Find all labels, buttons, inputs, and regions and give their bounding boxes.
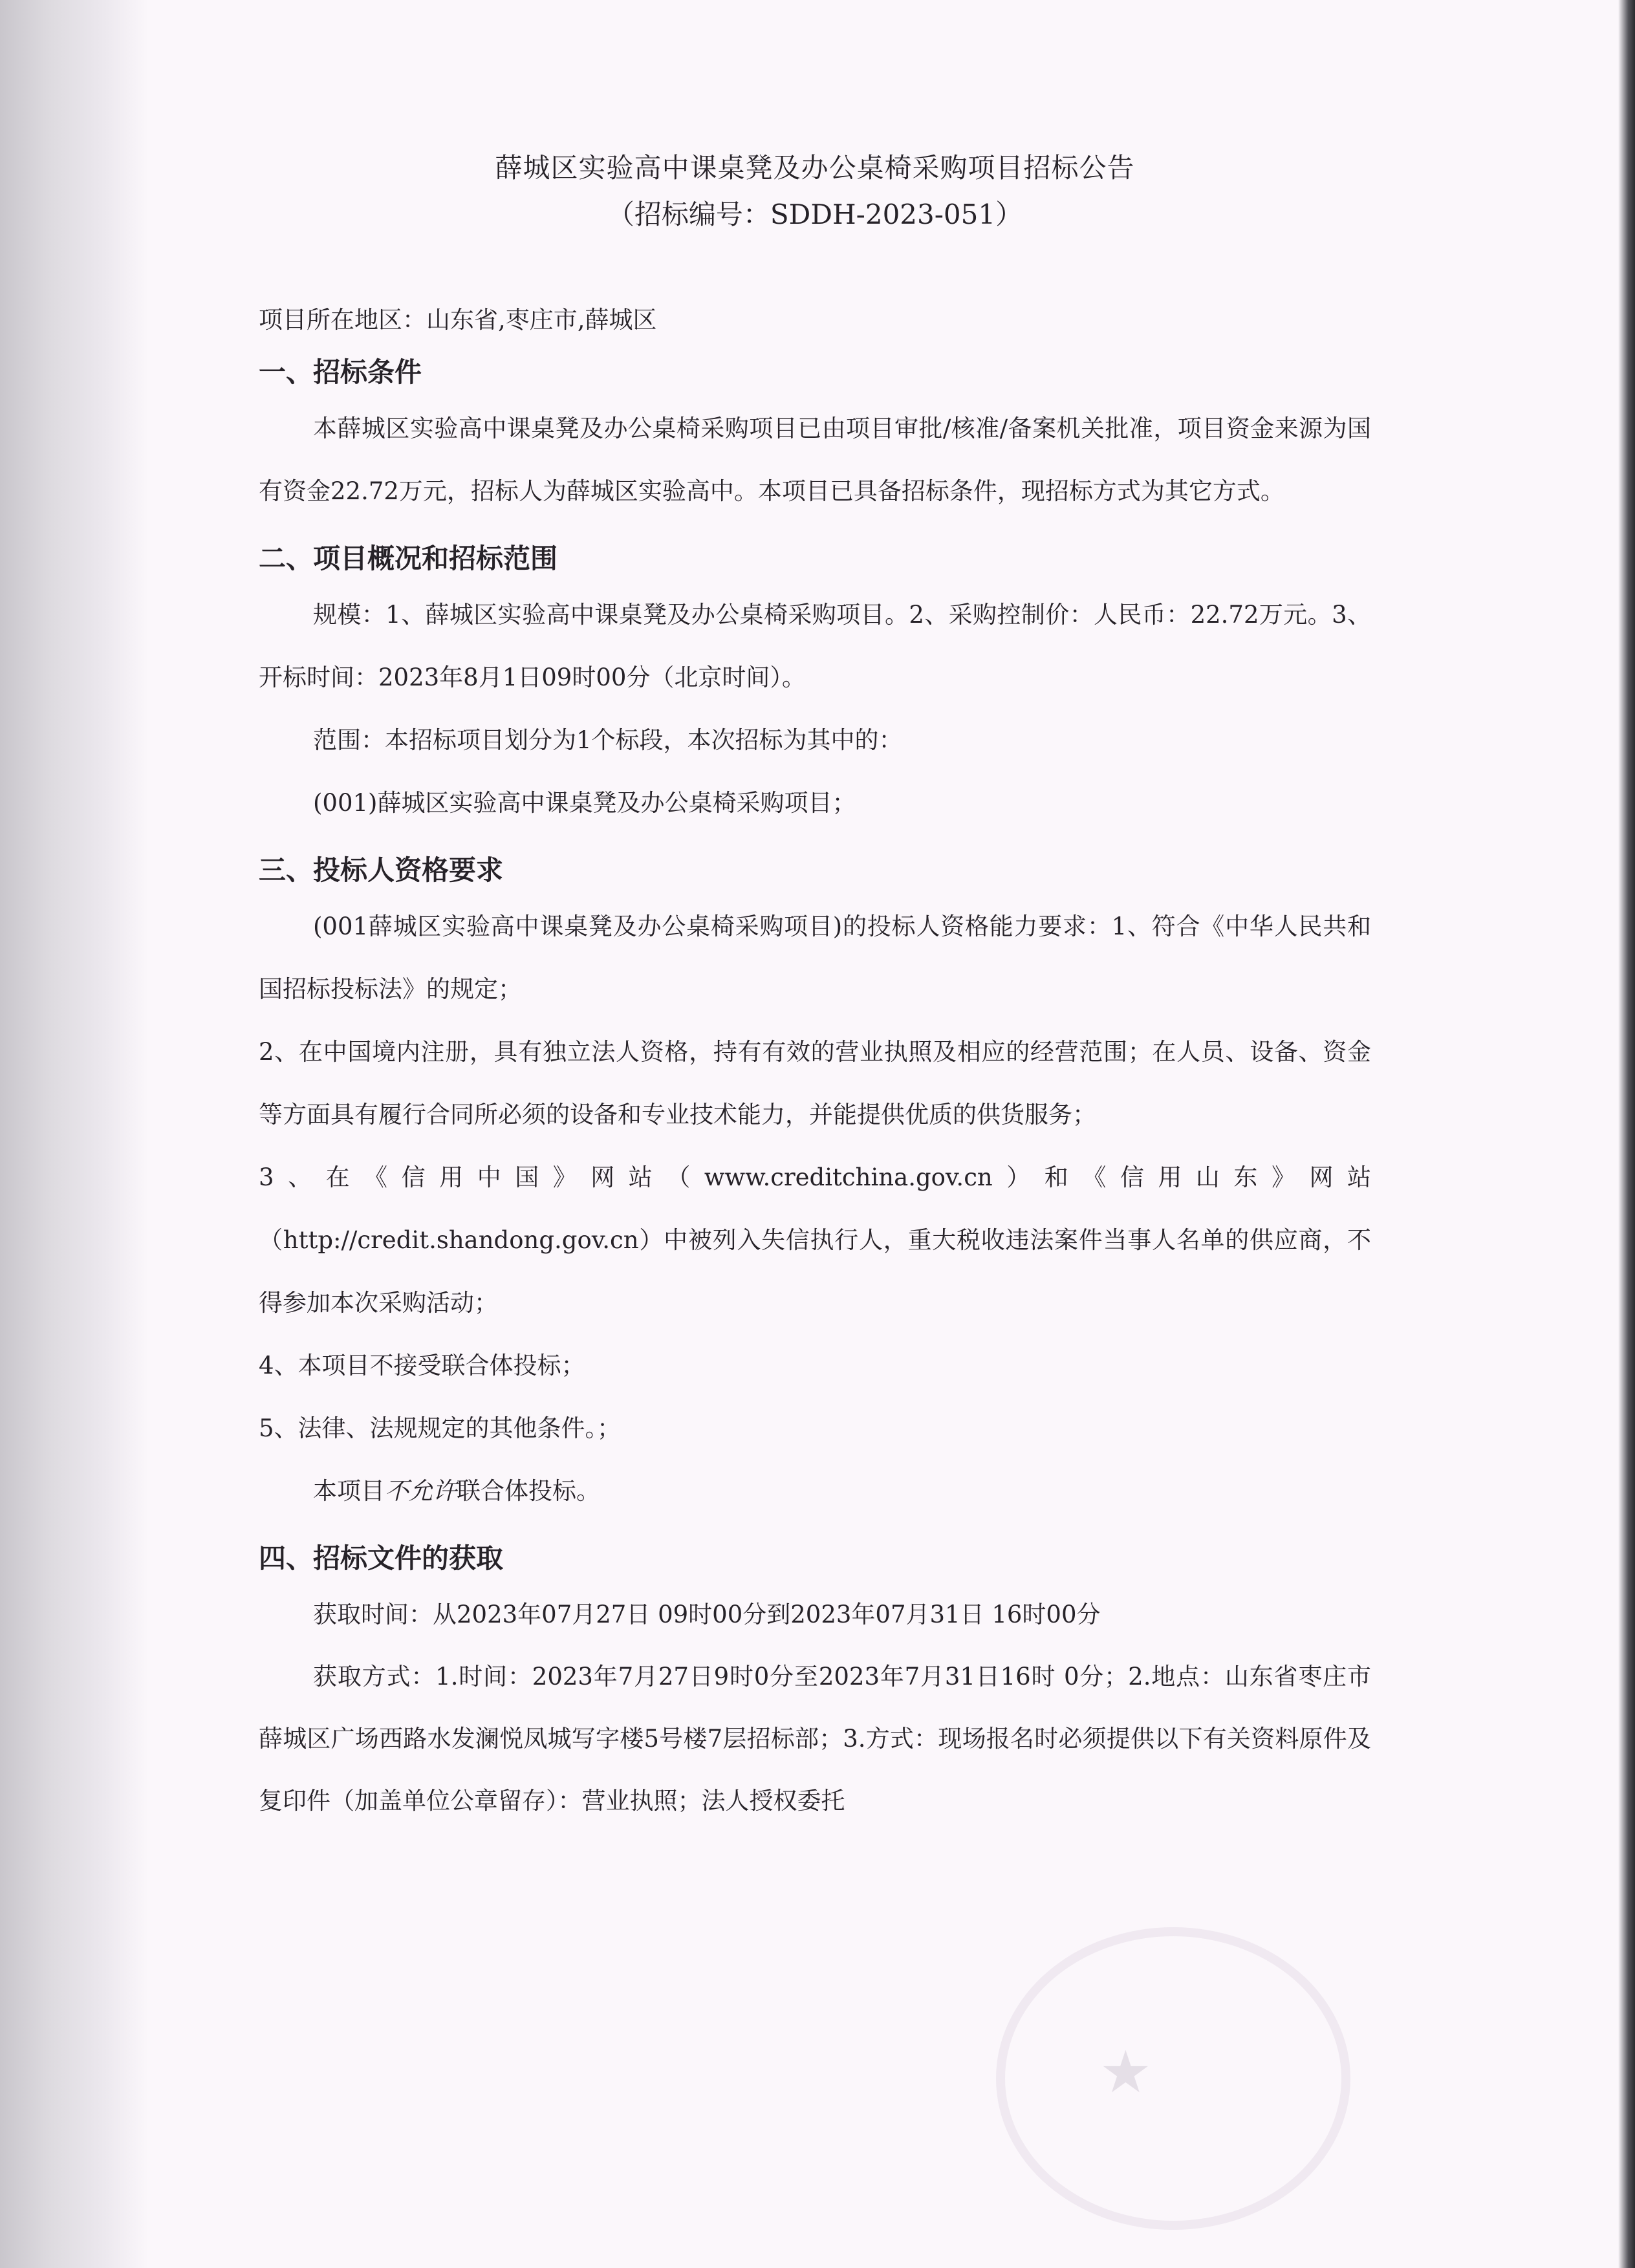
scan-left-shadow [0,0,149,2268]
qualification-item-1: (001薛城区实验高中课桌凳及办公桌椅采购项目)的投标人资格能力要求：1、符合《中华人民共和国招标投标法》的规定； [259,913,1371,1003]
acquisition-method-paragraph: 获取方式：1.时间：2023年7月27日9时0分至2023年7月31日16时 0分；2.地点：山东省枣庄市薛城区广场西路水发澜悦凤城写字楼5号楼7层招标部；3.方式：现场报名时必须提供以下有关资料原件及复印件（加盖单位公章留存）：营业执照；法人授权委托 [259,1663,1371,1815]
acquisition-time-paragraph: 获取时间：从2023年07月27日 09时00分到2023年07月31日 16时00分 [313,1601,1101,1628]
consortium-note [259,1460,1371,1522]
qualification-item-2: 2、在中国境内注册，具有独立法人资格，持有有效的营业执照及相应的经营范围；在人员、设备、资金等方面具有履行合同所必须的设备和专业技术能力，并能提供优质的供货服务； [259,1038,1371,1129]
lot-item: (001)薛城区实验高中课桌凳及办公桌椅采购项目； [313,789,856,817]
consortium-note-prefix: 本项目 [313,1477,385,1505]
section-heading-bid-conditions: 一、招标条件 [259,356,422,388]
section-heading-project-overview: 二、项目概况和招标范围 [259,543,558,574]
tender-number: （招标编号：SDDH-2023-051） [607,199,1023,230]
project-scale-paragraph: 规模：1、薛城区实验高中课桌凳及办公桌椅采购项目。2、采购控制价：人民币：22.72万元。3、开标时间：2023年8月1日09时00分（北京时间）。 [259,601,1371,691]
section-heading-bidder-qualifications: 三、投标人资格要求 [259,854,504,886]
section-heading-tender-documents: 四、招标文件的获取 [259,1542,504,1574]
scan-right-edge [1618,0,1635,2268]
bid-conditions-paragraph: 本薛城区实验高中课桌凳及办公桌椅采购项目已由项目审批/核准/备案机关批准，项目资金来源为国有资金22.72万元，招标人为薛城区实验高中。本项目已具备招标条件，现招标方式为其它方式。 [259,415,1371,505]
qualification-item-3: 3、在《信用中国》网站（www.creditchina.gov.cn）和《信用山东》网站（http://credit.shandong.gov.cn）中被列入失信执行人，重大税收违法案件当事人名单的供应商，不得参加本次采购活动； [259,1163,1371,1317]
consortium-note-suffix: 联合体投标。 [457,1477,600,1505]
faint-stamp-star-icon: ★ [1099,2038,1152,2106]
project-location: 项目所在地区：山东省,枣庄市,薛城区 [259,306,657,334]
qualification-item-5: 5、法律、法规规定的其他条件。； [259,1414,622,1442]
consortium-note-emphasis: 不允许 [385,1477,457,1505]
qualification-item-4: 4、本项目不接受联合体投标； [259,1352,585,1379]
project-scope-paragraph: 范围：本招标项目划分为1个标段，本次招标为其中的： [313,726,903,754]
document-page [259,149,1371,2218]
page-title: 薛城区实验高中课桌凳及办公桌椅采购项目招标公告 [495,152,1135,184]
